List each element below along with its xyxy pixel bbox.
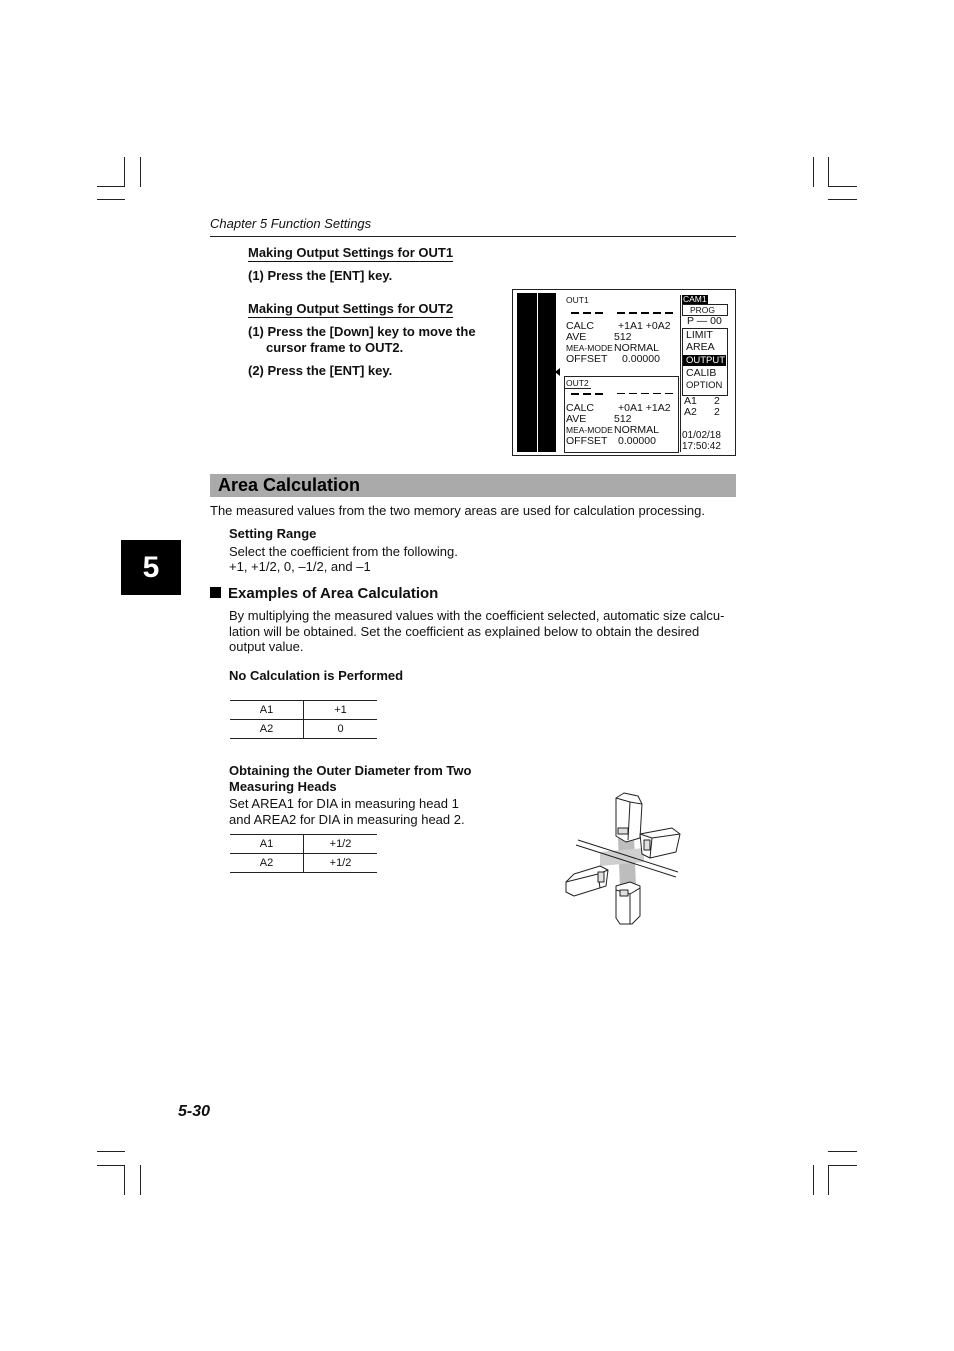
- out1-ave-label: AVE: [566, 331, 587, 343]
- lcd-screen: [512, 289, 736, 456]
- out1-mode-label: MEA-MODE: [566, 343, 613, 353]
- out1-calc-value: +1A1 +0A2: [618, 320, 671, 332]
- outer-dia-desc-line1: Set AREA1 for DIA in measuring head 1: [229, 796, 459, 811]
- outer-dia-title-line2: Measuring Heads: [229, 779, 337, 794]
- section-title: Area Calculation: [218, 475, 361, 495]
- out1-offset-value: 0.00000: [622, 353, 660, 365]
- outer-dia-table: [230, 834, 377, 873]
- examples-title-text: Examples of Area Calculation: [228, 585, 439, 602]
- a1-value: 2: [714, 395, 720, 407]
- out1-offset-label: OFFSET: [566, 353, 608, 365]
- square-bullet-icon: [210, 587, 221, 598]
- outer-dia-title: [229, 763, 471, 795]
- out2-calc-label: CALC: [566, 402, 595, 414]
- table-row: [230, 835, 377, 854]
- examples-line2: lation will be obtained. Set the coefficient as explained below to obtain the desired: [229, 623, 700, 639]
- table-cell-value: +1/2: [304, 835, 378, 854]
- out1-calc-label: CALC: [566, 320, 595, 332]
- out1-mode-value: NORMAL: [614, 342, 659, 354]
- table-cell-label: A1: [230, 835, 304, 854]
- out2-label-rule: [564, 388, 591, 389]
- measuring-heads-illustration: [560, 790, 685, 930]
- screen-date: 01/02/18: [682, 430, 721, 441]
- out2-step1-line1: (1) Press the [Down] key to move the: [248, 324, 476, 339]
- out2-calc-value: +0A1 +1A2: [618, 402, 671, 414]
- a2-label: A2: [684, 406, 697, 418]
- chapter-tab: 5: [121, 540, 181, 595]
- outer-dia-title-line1: Obtaining the Outer Diameter from Two: [229, 763, 472, 778]
- menu-item-option[interactable]: OPTION: [686, 380, 723, 391]
- out2-mode-label: MEA-MODE: [566, 425, 613, 435]
- table-cell-label: A2: [230, 854, 304, 873]
- header-rule: [210, 236, 736, 237]
- table-cell-value: +1/2: [304, 854, 378, 873]
- out2-mode-value: NORMAL: [614, 424, 659, 436]
- cam-indicator: CAM1: [683, 294, 707, 304]
- out1-label: OUT1: [566, 295, 589, 305]
- out2-step1-line2: cursor frame to OUT2.: [266, 340, 404, 355]
- table-row: [230, 854, 377, 873]
- table-cell-value: +1: [304, 701, 378, 720]
- out1-step1: (1) Press the [ENT] key.: [248, 268, 393, 283]
- program-number: P — 00: [687, 315, 722, 327]
- out2-ave-label: AVE: [566, 413, 587, 425]
- setting-range-title: Setting Range: [229, 526, 317, 541]
- lcd-black-bar-1: [517, 293, 537, 452]
- chapter-header: Chapter 5 Function Settings: [210, 216, 372, 231]
- menu-item-area[interactable]: AREA: [686, 341, 715, 353]
- lcd-black-bar-2: [538, 293, 556, 452]
- section-intro: The measured values from the two memory areas are used for calculation processing.: [210, 503, 705, 518]
- out2-step2: (2) Press the [ENT] key.: [248, 363, 393, 378]
- cursor-arrow-icon: [555, 368, 560, 376]
- table-cell-label: A2: [230, 720, 304, 739]
- examples-line3: output value.: [229, 639, 304, 654]
- table-cell-value: 0: [304, 720, 378, 739]
- menu-item-calib[interactable]: CALIB: [686, 367, 717, 379]
- a1-label: A1: [684, 395, 697, 407]
- page-number: 5-30: [178, 1103, 211, 1120]
- menu-item-limit[interactable]: LIMIT: [686, 329, 713, 341]
- screen-time: 17:50:42: [682, 441, 721, 452]
- table-cell-label: A1: [230, 701, 304, 720]
- out1-ave-value: 512: [614, 331, 632, 343]
- no-calc-table: [230, 700, 377, 739]
- examples-line1: By multiplying the measured values with the coefficient selected, automatic size calcu-: [229, 608, 725, 623]
- examples-paragraph: [229, 608, 724, 655]
- outer-dia-desc: [229, 796, 465, 827]
- prog-label: PROG: [690, 305, 716, 315]
- section-header: [210, 474, 736, 497]
- table-row: [230, 701, 377, 720]
- menu-divider: [680, 295, 681, 452]
- setting-range-line2: +1, +1/2, 0, –1/2, and –1: [229, 559, 371, 574]
- out1-title: Making Output Settings for OUT1: [248, 245, 454, 260]
- out2-step1: [248, 324, 476, 356]
- out2-title: Making Output Settings for OUT2: [248, 301, 454, 316]
- table-row: [230, 720, 377, 739]
- examples-title: [210, 585, 438, 602]
- a2-value: 2: [714, 406, 720, 418]
- out2-offset-value: 0.00000: [618, 435, 656, 447]
- out2-ave-value: 512: [614, 413, 632, 425]
- menu-item-output[interactable]: OUTPUT: [686, 355, 726, 366]
- out2-offset-label: OFFSET: [566, 435, 608, 447]
- out2-label: OUT2: [566, 378, 589, 388]
- setting-range-line1: Select the coefficient from the following.: [229, 544, 458, 559]
- outer-dia-desc-line2: and AREA2 for DIA in measuring head 2.: [229, 811, 465, 827]
- no-calc-title: No Calculation is Performed: [229, 668, 404, 683]
